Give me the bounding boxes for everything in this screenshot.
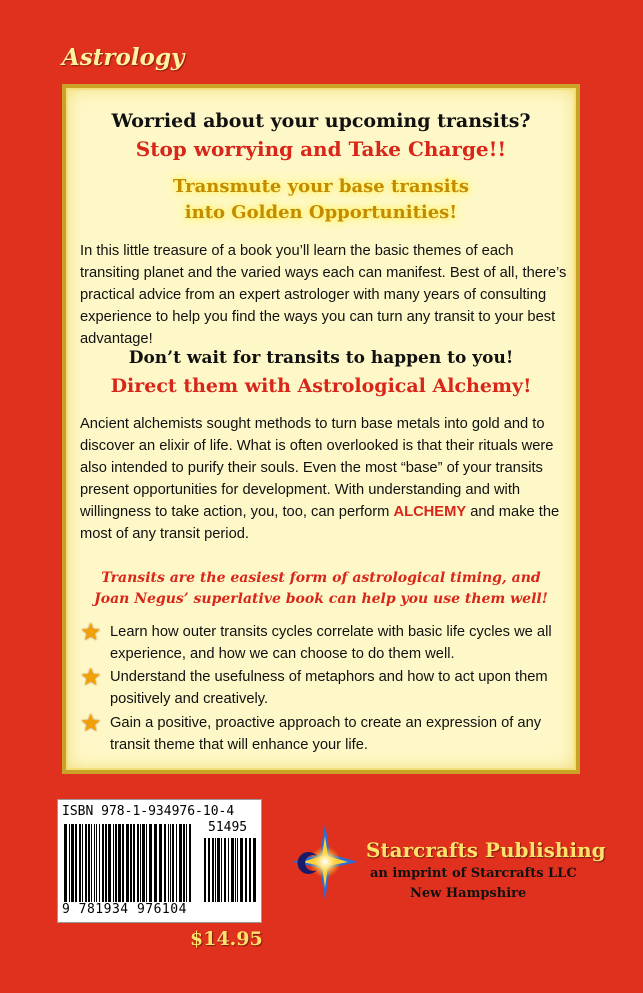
barcode-bar [224, 838, 226, 902]
headline-transmute [66, 174, 576, 226]
paragraph-alchemists-text-a: Ancient alchemists sought methods to turn base metals into gold and to discover an elixir of life. What is often overlooked is that their rituals were also intended to purify their souls. Even the most “base” of your transits present opportunities for development. With understanding and with willingness to take action, you, too, can perform [80, 416, 554, 520]
barcode-bar [118, 824, 121, 902]
headline-dont-wait: Don’t wait for transits to happen to you! [128, 348, 514, 368]
barcode-bar [215, 838, 216, 902]
barcode-bar [212, 838, 214, 902]
barcode-bars-main [64, 824, 192, 902]
barcode-bar [108, 824, 111, 902]
barcode-bar [235, 838, 236, 902]
barcode [57, 799, 262, 923]
barcode-bars-addon [204, 838, 256, 902]
barcode-bar [170, 824, 171, 902]
barcode-bar [228, 838, 229, 902]
barcode-bar [240, 838, 243, 902]
starcrafts-logo-icon [290, 822, 360, 902]
headline-transits-easiest [66, 568, 576, 610]
star-icon: ★ [80, 710, 102, 737]
barcode-bar [64, 824, 67, 902]
star-icon: ★ [80, 664, 102, 691]
barcode-addon-number: 51495 [208, 820, 248, 835]
barcode-bar [115, 824, 117, 902]
headline-transits-line1: Transits are the easiest form of astrological timing, and [101, 570, 541, 586]
barcode-bar [69, 824, 70, 902]
barcode-bar [186, 824, 187, 902]
paragraph-alchemists-text-b: and make the most of any transit period. [80, 504, 560, 542]
barcode-bar [142, 824, 145, 902]
barcode-bar [85, 824, 87, 902]
headline-direct-them: Direct them with Astrological Alchemy! [110, 375, 532, 397]
barcode-bar [71, 824, 74, 902]
barcode-bar [79, 824, 81, 902]
category-label: Astrology [62, 44, 185, 71]
barcode-bar [183, 824, 185, 902]
paragraph-alchemists [80, 413, 570, 545]
headline-transits-line2: Joan Negus’ superlative book can help you use them well! [94, 591, 548, 607]
barcode-bar [217, 838, 220, 902]
publisher-imprint: an imprint of Starcrafts LLC [370, 866, 577, 881]
barcode-bar [249, 838, 251, 902]
alchemy-emphasis: ALCHEMY [393, 504, 467, 520]
barcode-bar [221, 838, 222, 902]
barcode-bar [231, 838, 234, 902]
barcode-bar [164, 824, 166, 902]
barcode-bar [140, 824, 141, 902]
barcode-bar [253, 838, 256, 902]
barcode-bar [137, 824, 139, 902]
barcode-bar [189, 824, 191, 902]
barcode-bar [245, 838, 247, 902]
barcode-bar [179, 824, 182, 902]
barcode-bar [204, 838, 206, 902]
description-panel [62, 84, 580, 774]
barcode-bar [102, 824, 104, 902]
publisher-location: New Hampshire [410, 886, 527, 901]
barcode-bar [99, 824, 100, 902]
headline-transmute-line2: into Golden Opportunities! [184, 202, 458, 223]
barcode-bar [172, 824, 174, 902]
barcode-bar [75, 824, 77, 902]
headline-take-charge: Stop worrying and Take Charge!! [135, 137, 507, 161]
barcode-bar [91, 824, 92, 902]
barcode-bar [82, 824, 83, 902]
barcode-bar [88, 824, 90, 902]
bullet-text: Gain a positive, proactive approach to create an expression of any transit theme that will enhance your life. [110, 715, 542, 753]
bullet-text: Understand the usefulness of metaphors and how to act upon them positively and creatively. [110, 669, 548, 707]
barcode-bar [105, 824, 107, 902]
barcode-bar [208, 838, 210, 902]
price: $14.95 [190, 928, 263, 950]
bullet-text: Learn how outer transits cycles correlate with basic life cycles we all experience, and how we can choose to do them well. [110, 624, 552, 662]
barcode-bar [94, 824, 95, 902]
headline-transmute-line1: Transmute your base transits [173, 176, 469, 197]
barcode-bar [126, 824, 129, 902]
publisher-name: Starcrafts Publishing [366, 838, 606, 862]
isbn-label: ISBN 978-1-934976-10-4 [62, 804, 235, 819]
star-icon: ★ [80, 619, 102, 646]
barcode-bar [159, 824, 162, 902]
barcode-bar [146, 824, 147, 902]
paragraph-intro: In this little treasure of a book you’ll learn the basic themes of each transiting planet and the varied ways each can manifest. Best of all, there’s practical advice from an expert astrologer with many years of consulting experience to help you find the ways you can turn any transit to your best advantage! [80, 243, 567, 347]
barcode-bar [149, 824, 152, 902]
barcode-bar [237, 838, 238, 902]
barcode-bar [122, 824, 124, 902]
barcode-bar [113, 824, 114, 902]
barcode-bar [133, 824, 135, 902]
barcode-bar [154, 824, 157, 902]
barcode-bar [130, 824, 132, 902]
barcode-bar [168, 824, 169, 902]
barcode-bar [96, 824, 97, 902]
headline-worried: Worried about your upcoming transits? [111, 110, 531, 132]
barcode-number: 9 781934 976104 [62, 902, 187, 917]
barcode-bar [176, 824, 177, 902]
